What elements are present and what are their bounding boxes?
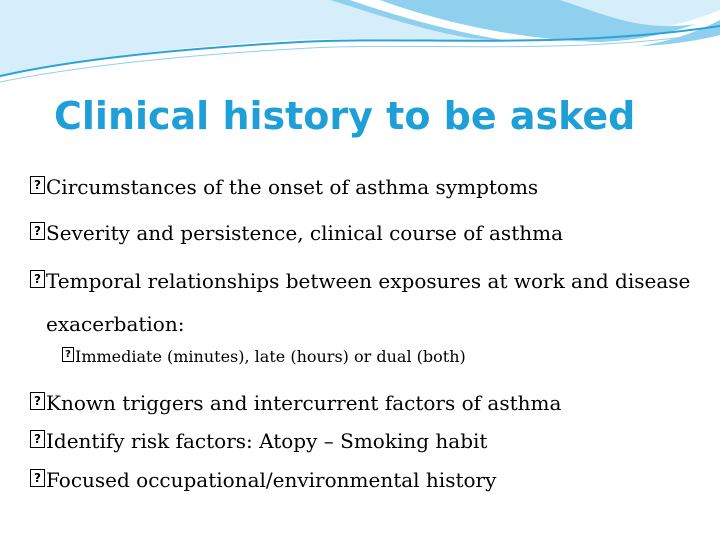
missing-glyph-icon: [30, 222, 45, 240]
missing-glyph-icon: [30, 469, 45, 487]
bullet-item: [30, 428, 487, 454]
missing-glyph-icon: [30, 176, 45, 194]
missing-glyph-icon: [30, 430, 45, 448]
bullet-text: Identify risk factors: Atopy – Smoking habit: [46, 429, 488, 453]
slide-title: Clinical history to be asked: [54, 94, 636, 138]
bullet-text: Severity and persistence, clinical course of asthma: [46, 221, 564, 245]
bullet-text: Immediate (minutes), late (hours) or dual (both): [75, 347, 466, 366]
bullet-item: [30, 174, 538, 200]
sub-bullet-item: [62, 346, 466, 368]
bullet-continuation: exacerbation:: [46, 312, 185, 336]
missing-glyph-icon: [30, 270, 45, 288]
bullet-item: [30, 220, 563, 246]
missing-glyph-icon: [62, 347, 74, 362]
bullet-text: Focused occupational/environmental history: [46, 468, 497, 492]
missing-glyph-icon: [30, 392, 45, 410]
bullet-text: Known triggers and intercurrent factors of asthma: [46, 391, 562, 415]
bullet-item: [30, 467, 496, 493]
bullet-item: [30, 268, 690, 294]
bullet-text: Temporal relationships between exposures at work and disease: [46, 269, 691, 293]
bullet-item: [30, 390, 561, 416]
header-wave-decoration: [0, 0, 720, 90]
bullet-text: Circumstances of the onset of asthma symptoms: [46, 175, 539, 199]
